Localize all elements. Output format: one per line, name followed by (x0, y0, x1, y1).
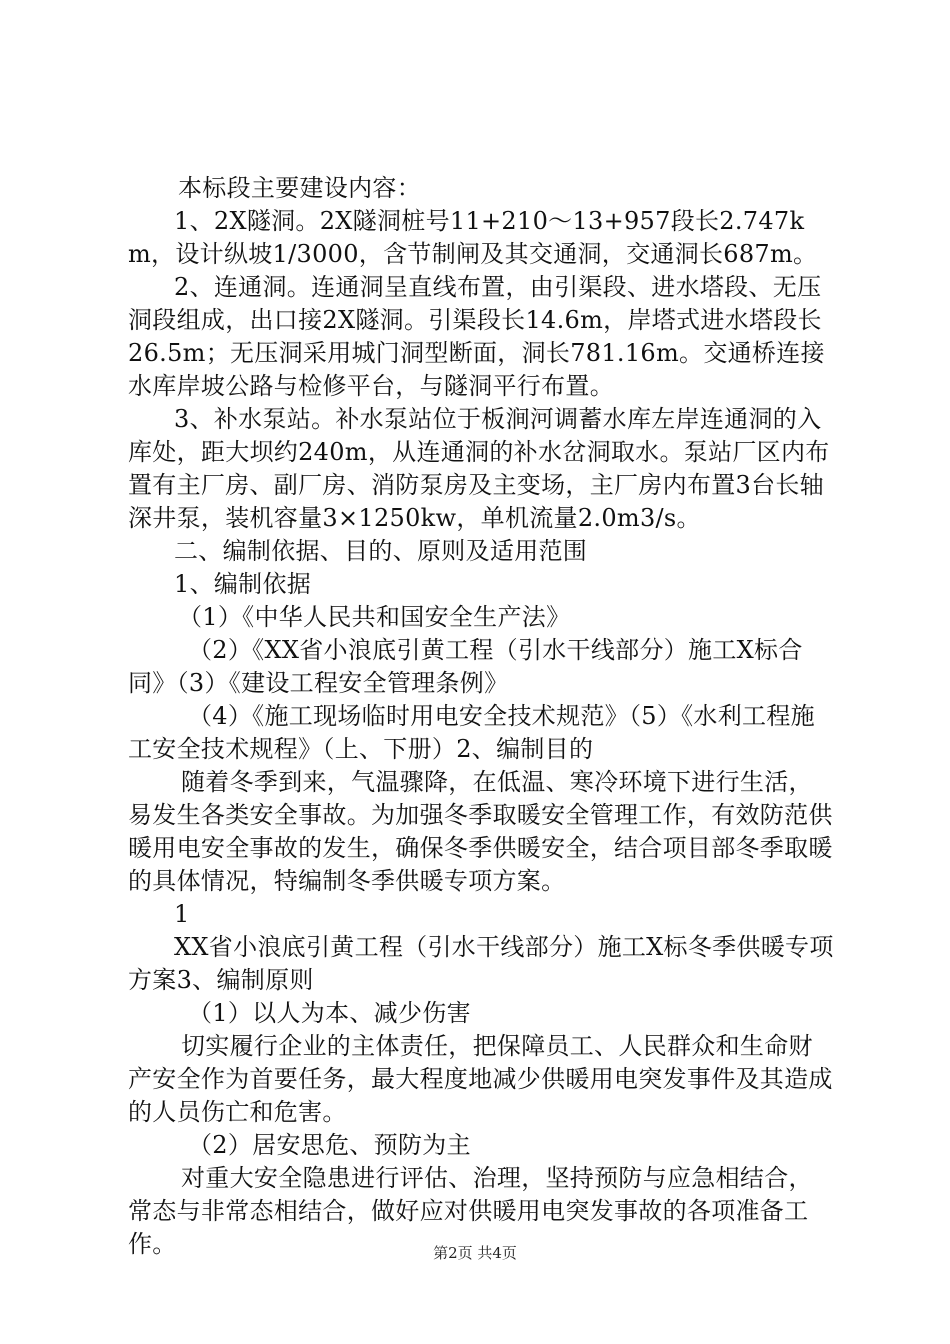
paragraph: 1、编制依据 (174, 570, 312, 598)
paragraph: 2、连通洞。连通洞呈直线布置，由引渠段、进水塔段、无压洞段组成，出口接2X隧洞。引渠段长14.6m，岸塔式进水塔段长26.5m；无压洞采用城门洞型断面，洞长781.16m。交通桥连接水库岸坡公路与检修平台，与隧洞平行布置。 (128, 273, 825, 400)
paragraph: 1、2X隧洞。2X隧洞桩号11+210～13+957段长2.747km，设计纵坡1/3000，含节制闸及其交通洞，交通洞长687m。 (128, 207, 818, 268)
paragraph: 随着冬季到来，气温骤降，在低温、寒冷环境下进行生活，易发生各类安全事故。为加强冬季取暖安全管理工作，有效防范供暖用电安全事故的发生，确保冬季供暖安全，结合项目部冬季取暖的具体情况，特编制冬季供暖专项方案。 (128, 768, 833, 895)
paragraph: 本标段主要建设内容： (178, 174, 421, 202)
page-footer: 第2页 共4页 (433, 1244, 517, 1262)
document-body (128, 172, 836, 1261)
paragraph: 3、补水泵站。补水泵站位于板涧河调蓄水库左岸连通洞的入库处，距大坝约240m，从连通洞的补水岔洞取水。泵站厂区内布置有主厂房、副厂房、消防泵房及主变场，主厂房内布置3台长轴深井泵，装机容量3×1250kw，单机流量2.0m3/s。 (128, 405, 830, 532)
paragraph: 二、编制依据、目的、原则及适用范围 (174, 537, 588, 565)
paragraph: 1 (174, 900, 190, 928)
paragraph: XX省小浪底引黄工程（引水干线部分）施工X标冬季供暖专项方案3、编制原则 (128, 933, 834, 994)
paragraph: （1）《中华人民共和国安全生产法》 (178, 603, 571, 631)
paragraph: （2）《XX省小浪底引黄工程（引水干线部分）施工X标合同》（3）《建设工程安全管理条例》 (128, 636, 803, 697)
paragraph: （4）《施工现场临时用电安全技术规范》（5）《水利工程施工安全技术规程》（上、下册）2、编制目的 (128, 702, 815, 763)
paragraph: 对重大安全隐患进行评估、治理，坚持预防与应急相结合，常态与非常态相结合，做好应对供暖用电突发事故的各项准备工作。 (128, 1164, 813, 1258)
paragraph: 切实履行企业的主体责任，把保障员工、人民群众和生命财产安全作为首要任务，最大程度地减少供暖用电突发事件及其造成的人员伤亡和危害。 (128, 1032, 833, 1126)
paragraph: （2）居安思危、预防为主 (188, 1131, 471, 1159)
paragraph: （1）以人为本、减少伤害 (188, 999, 471, 1027)
